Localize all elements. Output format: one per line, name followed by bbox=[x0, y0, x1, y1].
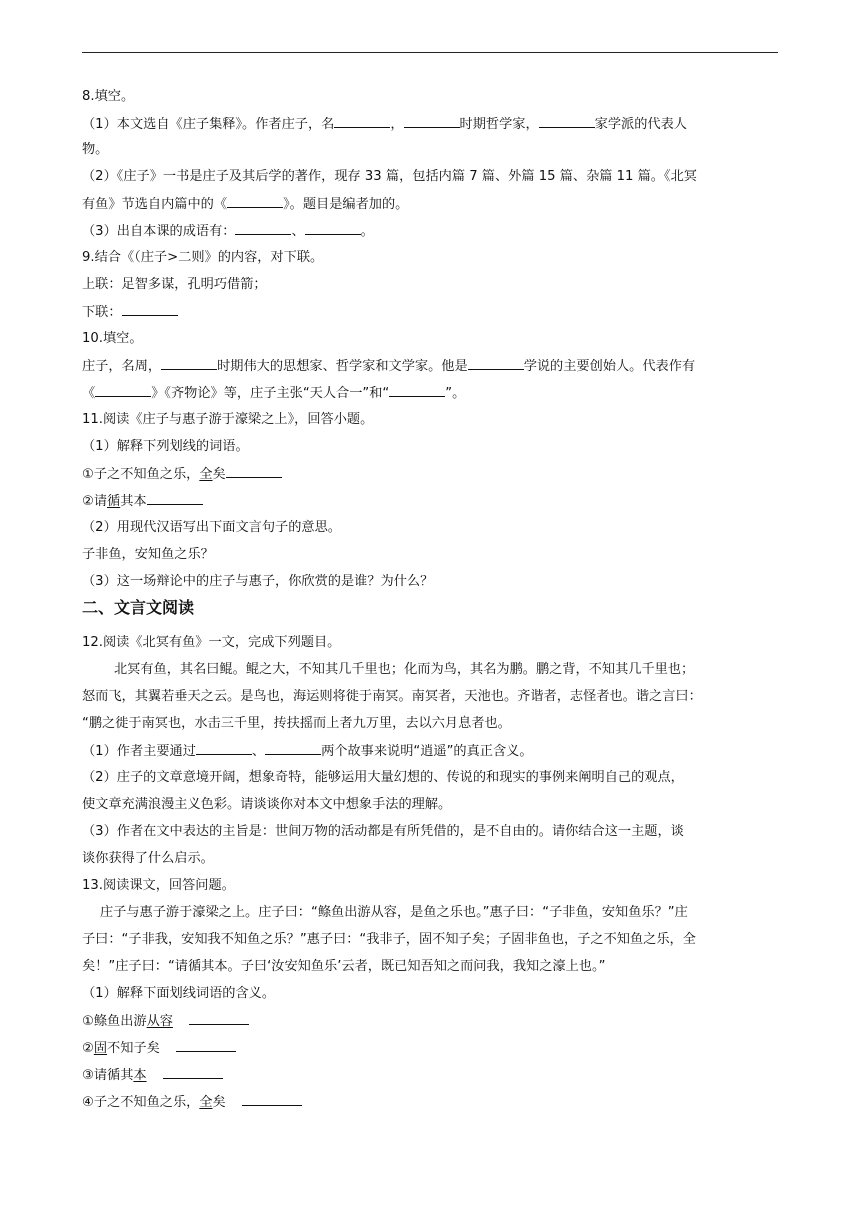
q11-item2: ②请循其本 bbox=[82, 492, 203, 511]
answer-blank[interactable] bbox=[334, 115, 390, 128]
q10-title: 10.填空。 bbox=[82, 331, 143, 346]
q13-item2: ②固不知子矣 bbox=[82, 1039, 236, 1058]
q12-sub3: （3）作者在文中表达的主旨是：世间万物的活动都是有所凭借的，是不自由的。请你结合这一主题，谈 bbox=[82, 824, 684, 839]
q13-item3: ③请循其本 bbox=[82, 1066, 223, 1085]
q11-sub3: （3）这一场辩论中的庄子与惠子，你欣赏的是谁？为什么？ bbox=[82, 574, 434, 589]
answer-blank[interactable] bbox=[163, 1066, 223, 1079]
q12-sub3-cont: 谈你获得了什么启示。 bbox=[82, 851, 214, 866]
q13-item1: ①鲦鱼出游从容 bbox=[82, 1012, 249, 1031]
q8-part2: （2）《庄子》一书是庄子及其后学的著作，现存 33 篇，包括内篇 7 篇、外篇 15 篇、杂篇 11 篇。《北冥 bbox=[82, 169, 697, 184]
q12-passage-line: “鹏之徙于南冥也，水击三千里，抟扶摇而上者九万里，去以六月息者也。 bbox=[82, 716, 511, 731]
q13-passage-line: 庄子与惠子游于濠梁之上。庄子曰：“鲦鱼出游从容，是鱼之乐也。”惠子曰：“子非鱼，安知鱼乐？”庄 bbox=[100, 905, 688, 920]
answer-blank[interactable] bbox=[147, 492, 203, 505]
q8-part1: （1）本文选自《庄子集释》。作者庄子，名 ， 时期哲学家， 家学派的代表人 bbox=[82, 117, 687, 132]
answer-blank[interactable] bbox=[189, 1012, 249, 1025]
q11-sentence: 子非鱼，安知鱼之乐？ bbox=[82, 547, 214, 562]
answer-blank[interactable] bbox=[404, 115, 460, 128]
q9-title: 9.结合《（庄子>二则》的内容，对下联。 bbox=[82, 250, 324, 265]
answer-blank[interactable] bbox=[468, 357, 524, 370]
q11-item1: ①子之不知鱼之乐，全矣 bbox=[82, 465, 282, 484]
answer-blank[interactable] bbox=[235, 222, 291, 235]
answer-blank[interactable] bbox=[227, 195, 283, 208]
q12-passage-line: 北冥有鱼，其名曰鲲。鲲之大，不知其几千里也；化而为鸟，其名为鹏。鹏之背，不知其几千里也； bbox=[114, 662, 695, 677]
answer-blank[interactable] bbox=[539, 115, 595, 128]
answer-blank[interactable] bbox=[161, 357, 217, 370]
section-heading: 二、文言文阅读 bbox=[82, 598, 195, 617]
q8-part2-cont: 有鱼》节选自内篇中的《 》。题目是编者加的。 bbox=[82, 197, 409, 212]
q13-item4: ④子之不知鱼之乐，全矣 bbox=[82, 1093, 302, 1112]
q10-line2: 《 》《齐物论》等，庄子主张“天人合一”和“ ”。 bbox=[82, 386, 466, 401]
q12-title: 12.阅读《北冥有鱼》一文，完成下列题目。 bbox=[82, 635, 341, 650]
q8-title: 8.填空。 bbox=[82, 89, 135, 104]
answer-blank[interactable] bbox=[265, 742, 321, 755]
q13-passage-line: 子曰：“子非我，安知我不知鱼之乐？”惠子曰：“我非子，固不知子矣；子固非鱼也，子之不知鱼之乐，全 bbox=[82, 932, 696, 947]
q9-upper-couplet: 上联：足智多谋，孔明巧借箭； bbox=[82, 277, 267, 292]
q13-title: 13.阅读课文，回答问题。 bbox=[82, 878, 235, 893]
q8-part1-cont: 物。 bbox=[82, 142, 109, 157]
header-rule bbox=[82, 52, 778, 53]
answer-blank[interactable] bbox=[122, 303, 178, 316]
q11-sub1: （1）解释下列划线的词语。 bbox=[82, 439, 249, 454]
answer-blank[interactable] bbox=[389, 384, 445, 397]
answer-blank[interactable] bbox=[196, 742, 252, 755]
answer-blank[interactable] bbox=[242, 1093, 302, 1106]
q12-sub2: （2）庄子的文章意境开阔，想象奇特，能够运用大量幻想的、传说的和现实的事例来阐明自己的观点， bbox=[82, 770, 684, 785]
q10-line1: 庄子，名周， 时期伟大的思想家、哲学家和文学家。他是 学说的主要创始人。代表作有 bbox=[82, 359, 696, 374]
q11-sub2: （2）用现代汉语写出下面文言句子的意思。 bbox=[82, 520, 341, 535]
q11-title: 11.阅读《庄子与惠子游于濠梁之上》，回答小题。 bbox=[82, 412, 374, 427]
q12-sub2-cont: 使文章充满浪漫主义色彩。请谈谈你对本文中想象手法的理解。 bbox=[82, 797, 452, 812]
q13-sub1: （1）解释下面划线词语的含义。 bbox=[82, 986, 276, 1001]
q12-passage-line: 怒而飞，其翼若垂天之云。是鸟也，海运则将徙于南冥。南冥者，天池也。齐谐者，志怪者也。谐之言曰： bbox=[82, 689, 702, 704]
q12-sub1: （1）作者主要通过 、 两个故事来说明“逍遥”的真正含义。 bbox=[82, 744, 533, 759]
q13-passage-line: 矣！”庄子曰：“请循其本。子曰‘汝安知鱼乐’云者，既已知吾知之而问我，我知之濠上也。” bbox=[82, 959, 606, 974]
q9-lower-couplet: 下联： bbox=[82, 303, 178, 322]
answer-blank[interactable] bbox=[226, 465, 282, 478]
answer-blank[interactable] bbox=[95, 384, 151, 397]
answer-blank[interactable] bbox=[176, 1039, 236, 1052]
answer-blank[interactable] bbox=[305, 222, 361, 235]
q8-part3: （3）出自本课的成语有： 、 。 bbox=[82, 224, 374, 239]
